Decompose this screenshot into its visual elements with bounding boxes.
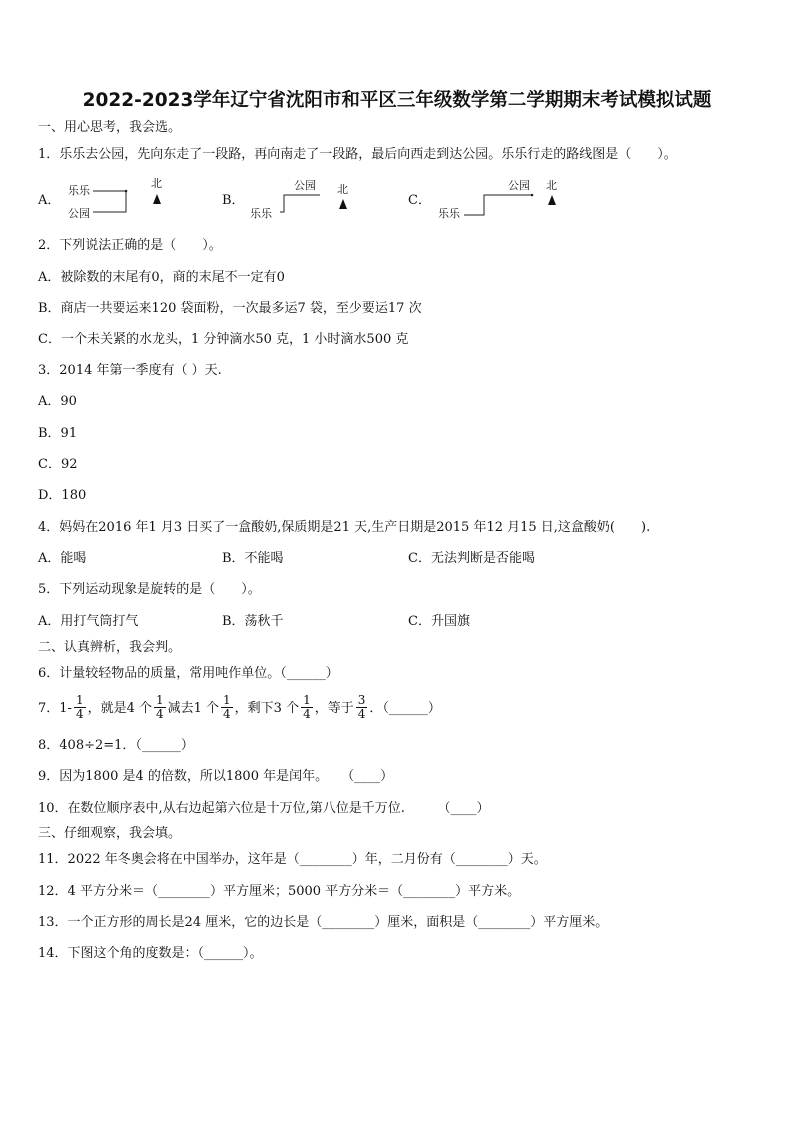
fraction-denominator: 4 (357, 707, 366, 721)
q2-option-c: C．一个未关紧的水龙头，1 分钟滴水50 克，1 小时滴水500 克 (38, 332, 409, 347)
question-9: 9．因为1800 是4 的倍数，所以1800 年是闰年。 （____） (38, 769, 394, 784)
q7-text-4: ，剩下3 个 (234, 701, 300, 716)
fraction-denominator: 4 (155, 707, 164, 721)
q5-option-b: B．荡秋千 (222, 614, 284, 629)
q2-option-b: B．商店一共要运来120 袋面粉，一次最多运7 袋，至少要运17 次 (38, 301, 422, 316)
north-arrow-icon (339, 199, 347, 209)
fraction-one-quarter (221, 694, 233, 721)
q1-option-c-label: C． (408, 193, 431, 208)
fraction-one-quarter (301, 694, 313, 721)
lele-label: 乐乐 (68, 184, 90, 197)
question-5: 5．下列运动现象是旋转的是（ ）。 (38, 582, 261, 597)
fraction-one-quarter (154, 694, 166, 721)
lele-label: 乐乐 (250, 207, 272, 220)
fraction-numerator: 1 (75, 693, 84, 707)
q7-text-5: ，等于 (314, 701, 354, 716)
question-2: 2．下列说法正确的是（ ）。 (38, 238, 222, 253)
lele-label: 乐乐 (438, 207, 460, 220)
north-label: 北 (546, 179, 557, 192)
question-13: 13．一个正方形的周长是24 厘米，它的边长是（________）厘米，面积是（________）平方厘米。 (38, 915, 609, 930)
question-6: 6．计量较轻物品的质量，常用吨作单位。（______） (38, 666, 339, 681)
north-label: 北 (337, 183, 348, 196)
q1-option-a-diagram (66, 174, 166, 224)
fraction-numerator: 1 (303, 693, 311, 707)
fraction-numerator: 3 (357, 693, 366, 707)
q7-text-3: 减去1 个 (167, 701, 220, 716)
question-4: 4．妈妈在2016 年1 月3 日买了一盒酸奶,保质期是21 天,生产日期是2015 年12 月15 日,这盒酸奶( ). (38, 520, 651, 535)
section-heading-1: 一、用心思考，我会选。 (38, 120, 182, 135)
q1-option-a-label: A． (38, 193, 61, 208)
q4-option-c: C．无法判断是否能喝 (408, 551, 535, 566)
fraction-three-quarters (356, 694, 368, 721)
question-7 (38, 693, 441, 725)
section-heading-3: 三、仔细观察，我会填。 (38, 826, 182, 841)
q4-option-a: A．能喝 (38, 551, 87, 566)
park-label: 公园 (68, 207, 90, 220)
park-label: 公园 (508, 179, 530, 192)
north-arrow-icon (548, 195, 556, 205)
q7-text-6: ．（______） (369, 701, 441, 716)
section-heading-2: 二、认真辨析，我会判。 (38, 640, 182, 655)
question-11: 11．2022 年冬奥会将在中国举办，这年是（________）年，二月份有（________）天。 (38, 852, 547, 867)
q5-option-a: A．用打气筒打气 (38, 614, 139, 629)
q1-option-b-diagram (246, 174, 356, 224)
north-label: 北 (151, 177, 162, 190)
q1-option-b-label: B． (222, 193, 245, 208)
fraction-numerator: 1 (223, 693, 231, 707)
fraction-denominator: 4 (303, 707, 311, 721)
q7-text-2: ，就是4 个 (87, 701, 152, 716)
fraction-one-quarter (74, 694, 86, 721)
q3-option-c: C．92 (38, 457, 78, 472)
q7-text-1: 7．1- (38, 701, 72, 716)
question-3: 3．2014 年第一季度有（ ）天. (38, 363, 222, 378)
q4-option-b: B．不能喝 (222, 551, 284, 566)
question-8: 8．408÷2=1．（______） (38, 738, 194, 753)
page-title: 2022-2023学年辽宁省沈阳市和平区三年级数学第二学期期末考试模拟试题 (82, 90, 712, 111)
question-1: 1．乐乐去公园，先向东走了一段路，再向南走了一段路，最后向西走到达公园。乐乐行走的路线图是（ ）。 (38, 147, 677, 162)
q3-option-d: D．180 (38, 488, 87, 503)
question-14: 14．下图这个角的度数是：（______）。 (38, 946, 263, 961)
fraction-numerator: 1 (155, 693, 164, 707)
q2-option-a: A．被除数的末尾有0，商的末尾不一定有0 (38, 270, 285, 285)
north-arrow-icon (153, 194, 161, 204)
q3-option-b: B．91 (38, 426, 78, 441)
q5-option-c: C．升国旗 (408, 614, 470, 629)
fraction-denominator: 4 (223, 707, 231, 721)
fraction-denominator: 4 (75, 707, 84, 721)
question-12: 12．4 平方分米＝（________）平方厘米；5000 平方分米＝（________）平方米。 (38, 884, 521, 899)
park-label: 公园 (294, 179, 316, 192)
question-10: 10．在数位顺序表中,从右边起第六位是十万位,第八位是千万位. （____） (38, 801, 490, 816)
q1-option-c-diagram (430, 174, 570, 224)
q3-option-a: A．90 (38, 394, 77, 409)
